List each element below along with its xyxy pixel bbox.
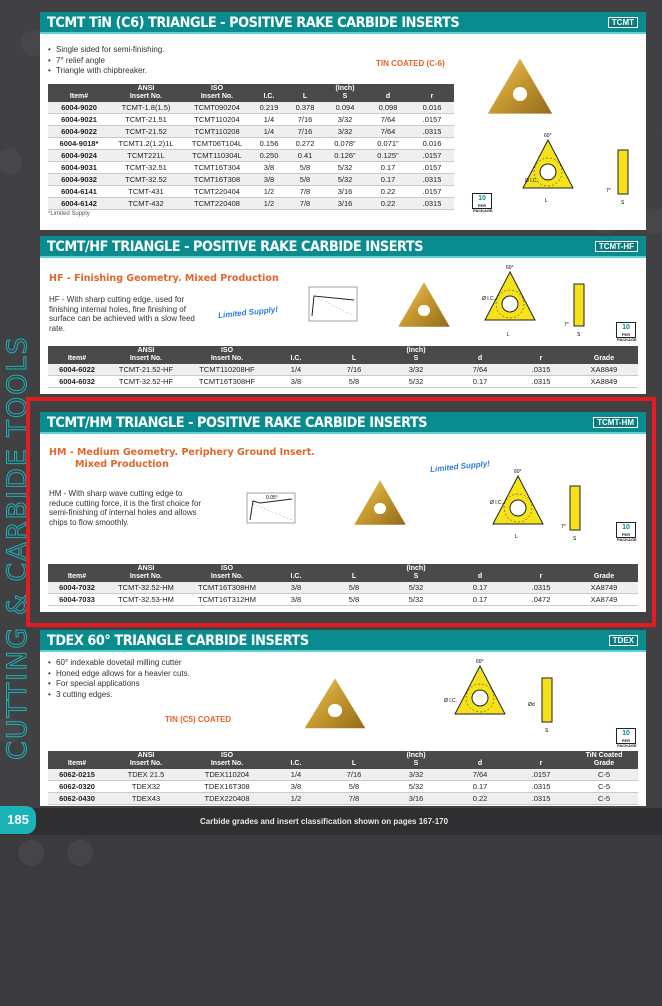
table-row: 6062-0320 TDEX32 TDEX16T308 3/8 5/8 5/32 0.17 .0315 C-5 [48, 781, 638, 793]
coating-note: TIN COATED (C-6) [376, 59, 445, 68]
footer-note: Carbide grades and insert classification shown on pages 167-170 [200, 817, 449, 826]
col-ansi: ANSI Insert No. [106, 564, 186, 582]
ic-label: Ø I.C. [444, 698, 458, 704]
col-grade: Grade [570, 564, 638, 582]
geometry-title: HF - Finishing Geometry. Mixed Production [49, 273, 279, 284]
relief-label: 7° [561, 524, 566, 530]
section-title: TCMT TiN (C6) TRIANGLE - POSITIVE RAKE CARBIDE INSERTS [47, 15, 460, 31]
feature-item: • 7° relief angle [48, 56, 165, 67]
s-label: S [621, 200, 625, 206]
insert-diagram [488, 468, 608, 548]
section-header [40, 12, 646, 34]
col-ansi: ANSI Insert No. [106, 751, 186, 769]
table-row: 6004-9031 TCMT-32.51 TCMT16T304 3/8 5/8 5/32 0.17 .0157 [48, 162, 454, 174]
col-d: d [366, 84, 410, 102]
section-title: TCMT/HF TRIANGLE - POSITIVE RAKE CARBIDE INSERTS [47, 239, 424, 255]
col-item: Item# [48, 84, 110, 102]
col-d: d [448, 346, 512, 364]
s-label: S [573, 536, 577, 542]
col-r: r [512, 751, 570, 769]
package-badge: 10 PER PACKAGE [617, 730, 637, 748]
geometry-description: HF - With sharp cutting edge, used for finishing internal holes, fine finishing of surface can be achieved with a slow feed rate. [49, 295, 195, 333]
spec-table [48, 751, 638, 805]
col-grade: TiN Coated Grade [570, 751, 638, 769]
section-code-badge: TCMT-HM [593, 417, 638, 428]
insert-diagram [440, 658, 570, 738]
feature-item: • Single sided for semi-finishing. [48, 45, 165, 56]
section-header [40, 630, 646, 652]
insert-photo [302, 676, 368, 734]
angle-label: 60° [506, 265, 514, 271]
col-d: d [448, 564, 512, 582]
s-label: S [545, 728, 549, 734]
geometry-title: HM - Medium Geometry. Periphery Ground Insert. Mixed Production [49, 447, 315, 470]
feature-item: • 3 cutting edges. [48, 690, 190, 701]
package-badge: 10 PER PACKAGE [617, 524, 637, 542]
angle-label: 60° [476, 659, 484, 665]
table-row: 6004-9022 TCMT-21.52 TCMT110208 1/4 7/16 3/32 7/64 .0315 [48, 126, 454, 138]
spec-table [48, 346, 638, 388]
col-d: d [448, 751, 512, 769]
feature-item: • Honed edge allows for a heavier cuts. [48, 669, 190, 680]
section-header [40, 412, 646, 434]
insert-diagram [480, 264, 600, 344]
table-row: 6004-7033 TCMT-32.53-HM TCMT16T312HM 3/8 5/8 5/32 0.17 .0472 XA8749 [48, 594, 638, 606]
table-row: 6004-7032 TCMT-32.52-HM TCMT16T308HM 3/8 5/8 5/32 0.17 .0315 XA8749 [48, 582, 638, 594]
section-title: TDEX 60° TRIANGLE CARBIDE INSERTS [47, 633, 309, 649]
col-l: L [324, 564, 384, 582]
l-label: L [545, 198, 548, 204]
col-l: L [286, 84, 324, 102]
col-s: (Inch) S [384, 346, 448, 364]
geometry-description: HM - With sharp wave cutting edge to reduce cutting force, it is the first choice for semi-finishing of internal holes and allows chips to flow smoothly. [49, 489, 202, 527]
col-iso: ISO Insert No. [182, 84, 252, 102]
edge-profile-diagram [308, 286, 358, 322]
insert-photo [352, 478, 408, 530]
table-row: 6062-0215 TDEX 21.5 TDEX110204 1/4 7/16 3/32 7/64 .0157 C-5 [48, 769, 638, 781]
angle-label: 60° [514, 469, 522, 475]
col-iso: ISO Insert No. [186, 751, 268, 769]
d-label: Ød [528, 702, 535, 708]
col-r: r [512, 346, 570, 364]
col-s: (Inch) S [384, 564, 448, 582]
table-row: 6004-9021 TCMT-21.51 TCMT110204 1/4 7/16 3/32 7/64 .0157 [48, 114, 454, 126]
limited-supply-note: Limited Supply! [217, 304, 279, 321]
insert-diagram [518, 132, 638, 212]
section-code-badge: TCMT-HF [595, 241, 638, 252]
side-category-label: CUTTING & CARBIDE TOOLS [2, 335, 33, 760]
col-s: (Inch) S [384, 751, 448, 769]
s-label: S [577, 332, 581, 338]
table-header-row [48, 751, 638, 769]
relief-label: 7° [564, 322, 569, 328]
ic-label: Ø I.C. [490, 500, 504, 506]
table-row: 6004-6142 TCMT-432 TCMT220408 1/2 7/8 3/16 0.22 .0315 [48, 198, 454, 210]
table-header-row [48, 84, 454, 102]
col-iso: ISO Insert No. [186, 346, 268, 364]
table-row: 6004-9020 TCMT-1.8(1.5) TCMT090204 0.219 0.378 0.094 0.098 0.016 [48, 102, 454, 114]
spec-table [48, 84, 454, 210]
insert-photo [485, 56, 555, 120]
feature-list [48, 45, 165, 77]
section-title: TCMT/HM TRIANGLE - POSITIVE RAKE CARBIDE INSERTS [47, 415, 428, 431]
page-number: 185 [0, 806, 36, 834]
col-s: (Inch) S [324, 84, 366, 102]
col-ic: I.C. [268, 751, 324, 769]
table-row: 6004-6032 TCMT-32.52-HF TCMT16T308HF 3/8 5/8 5/32 0.17 .0315 XA8849 [48, 376, 638, 388]
table-header-row [48, 346, 638, 364]
package-badge: 10 PER PACKAGE [473, 195, 493, 213]
col-r: r [512, 564, 570, 582]
section-header [40, 236, 646, 258]
col-item: Item# [48, 564, 106, 582]
package-badge: 10 PER PACKAGE [617, 324, 637, 342]
limited-supply-note: Limited Supply! [429, 458, 491, 475]
col-ic: I.C. [268, 564, 324, 582]
spec-table [48, 564, 638, 606]
angle-label: 60° [544, 133, 552, 139]
table-row: 6004-6022 TCMT-21.52-HF TCMT110208HF 1/4 7/16 3/32 7/64 .0315 XA8849 [48, 364, 638, 376]
table-row: 6004-9018* TCMT1.2(1.2)1L TCMT06T104L 0.156 0.272 0.078" 0.071" 0.016 [48, 138, 454, 150]
rake-angle-label: 0.05° [266, 495, 278, 501]
l-label: L [515, 534, 518, 540]
feature-item: • 60° indexable dovetail milling cutter [48, 658, 190, 669]
insert-photo [396, 280, 452, 332]
section-hm [40, 412, 646, 612]
col-iso: ISO Insert No. [186, 564, 268, 582]
relief-label: 7° [606, 188, 611, 194]
table-row: 6004-9024 TCMT221L TCMT110304L 0.250 0.41 0.126" 0.125" .0157 [48, 150, 454, 162]
section-tdex [40, 630, 646, 806]
col-l: L [324, 346, 384, 364]
col-ic: I.C. [252, 84, 286, 102]
col-l: L [324, 751, 384, 769]
col-r: r [410, 84, 454, 102]
section-code-badge: TDEX [609, 635, 638, 646]
col-item: Item# [48, 751, 106, 769]
section-tcmt [40, 12, 646, 230]
col-ansi: ANSI Insert No. [110, 84, 182, 102]
section-hf [40, 236, 646, 394]
table-row: 6004-9032 TCMT-32.52 TCMT16T308 3/8 5/8 5/32 0.17 .0315 [48, 174, 454, 186]
coating-note: TIN (C5) COATED [165, 715, 232, 724]
ic-label: Ø I.C. [482, 296, 496, 302]
col-grade: Grade [570, 346, 638, 364]
ic-label: Ø I.C. [525, 178, 539, 184]
feature-list [48, 658, 190, 700]
section-code-badge: TCMT [608, 17, 638, 28]
feature-item: • Triangle with chipbreaker. [48, 66, 165, 77]
col-item: Item# [48, 346, 106, 364]
edge-profile-diagram [246, 492, 296, 524]
table-row: 6004-6141 TCMT-431 TCMT220404 1/2 7/8 3/16 0.22 .0157 [48, 186, 454, 198]
footnote: *Limited Supply [48, 211, 90, 217]
col-ic: I.C. [268, 346, 324, 364]
feature-item: • For special applications [48, 679, 190, 690]
table-row: 6062-0430 TDEX43 TDEX220408 1/2 7/8 3/16 0.22 .0315 C-5 [48, 793, 638, 805]
table-header-row [48, 564, 638, 582]
col-ansi: ANSI Insert No. [106, 346, 186, 364]
l-label: L [507, 332, 510, 338]
page-background-bottom [0, 835, 662, 1006]
